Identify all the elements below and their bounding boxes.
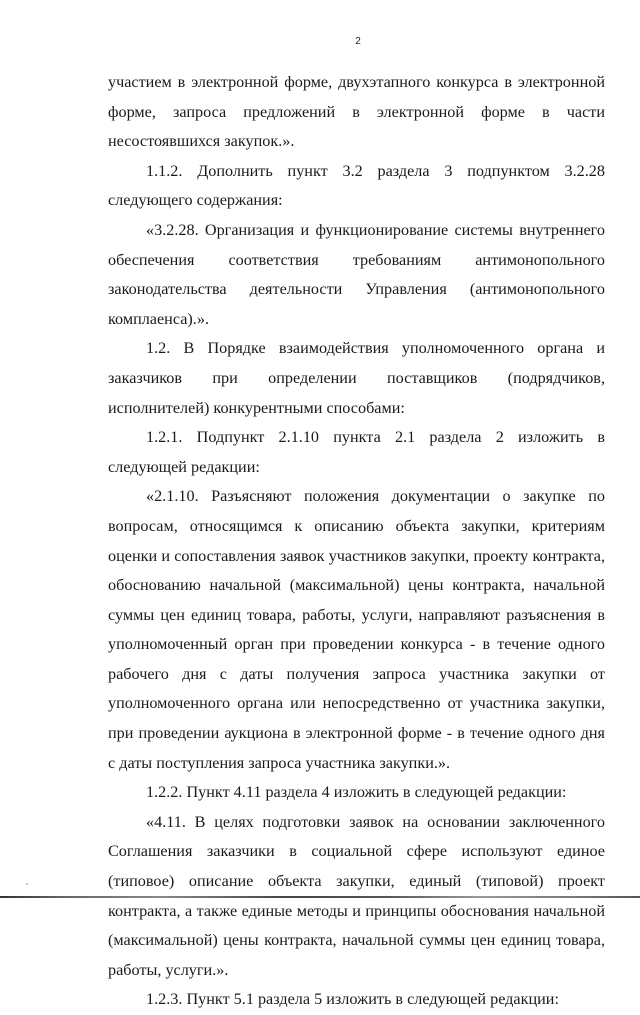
paragraph-quote-2-1-10: «2.1.10. Разъясняют положения документации о закупке по вопросам, относящимся к описанию объекта закупки, критериям оценки и сопоставления заявок участников закупки, проекту контракта, обоснованию начальной (максимальной) цены контракта, начальной суммы цен единиц товара, работы, услуги, направляют разъяснения в уполномоченный орган при проведении конкурса - в течение одного рабочего дня с даты получения запроса участника закупки от уполномоченного органа или непосредственно от участника закупки, при проведении аукциона в электронной форме - в течение одного дня с даты поступления запроса участника закупки.».: [108, 487, 605, 772]
paragraph-1-1-2: 1.1.2. Дополнить пункт 3.2 раздела 3 подпунктом 3.2.28 следующего содержания:: [108, 161, 605, 210]
paragraph-1-2-3: 1.2.3. Пункт 5.1 раздела 5 изложить в следующей редакции:: [146, 990, 559, 1009]
paragraph-1-2-2: 1.2.2. Пункт 4.11 раздела 4 изложить в следующей редакции:: [146, 783, 567, 802]
scan-speck: [26, 883, 28, 885]
paragraph-1-2: 1.2. В Порядке взаимодействия уполномоченного органа и заказчиков при определении поставщиков (подрядчиков, исполнителей) конкурентными способами:: [108, 339, 605, 417]
paragraph-quote-3-2-28: «3.2.28. Организация и функционирование системы внутреннего обеспечения соответствия требованиям антимонопольного законодательства деятельности Управления (антимонопольного комплаенса).».: [108, 220, 605, 328]
paragraph-1-2-1: 1.2.1. Подпункт 2.1.10 пункта 2.1 раздела 2 изложить в следующей редакции:: [108, 428, 605, 476]
page-number: 2: [355, 36, 361, 47]
paragraph-quote-4-11: «4.11. В целях подготовки заявок на основании заключенного Соглашения заказчики в социальной сфере используют единое (типовое) описание объекта закупки, единый (типовой) проект контракта, а также единые методы и принципы обоснования начальной (максимальной) цены контракта, начальной суммы цен единиц товара, работы, услуги.».: [108, 812, 605, 979]
page-bottom-edge-divider: [0, 896, 640, 898]
paragraph-continuation: участием в электронной форме, двухэтапного конкурса в электронной форме, запроса предложений в электронной форме в части несостоявшихся закупок.».: [108, 73, 605, 151]
document-body: [108, 68, 605, 1015]
